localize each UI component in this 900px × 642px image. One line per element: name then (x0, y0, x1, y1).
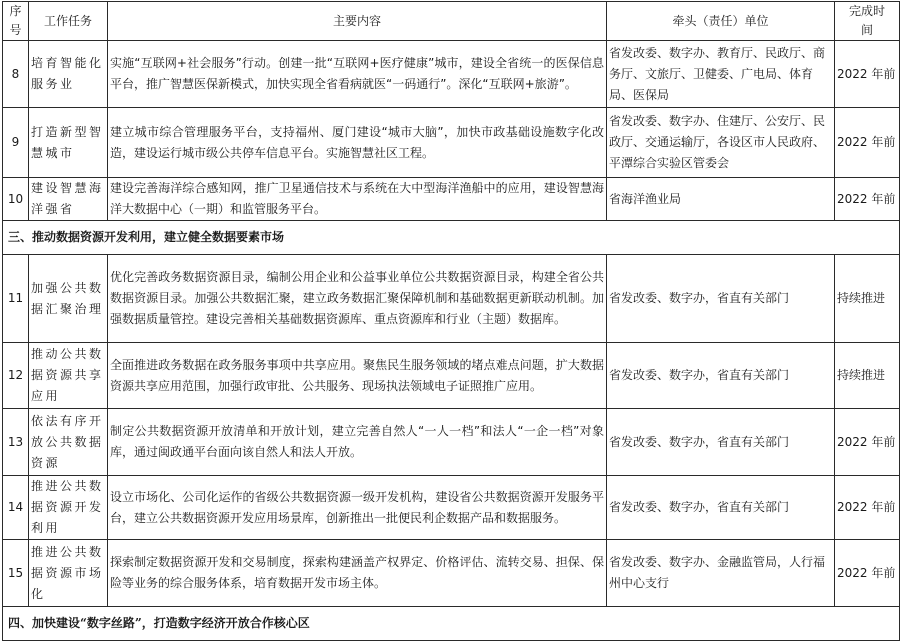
row-unit: 省发改委、数字办，省直有关部门 (607, 409, 835, 476)
row-time: 2022 年前 (835, 108, 900, 178)
header-unit: 牵头（责任）单位 (607, 2, 835, 41)
row-time: 2022 年前 (835, 409, 900, 476)
row-no: 12 (3, 343, 29, 409)
row-task: 推动公共数据资源共享应用 (29, 343, 108, 409)
table-header-row (3, 2, 900, 41)
row-time: 2022 年前 (835, 178, 900, 221)
task-table (2, 1, 900, 641)
row-task: 培育智能化服务业 (29, 41, 108, 108)
header-content: 主要内容 (108, 2, 607, 41)
table-row (3, 409, 900, 476)
row-unit: 省发改委、数字办，省直有关部门 (607, 476, 835, 540)
row-content: 建立城市综合管理服务平台，支持福州、厦门建设“城市大脑”，加快市政基础设施数字化改造，建设运行城市级公共停车信息平台。实施智慧社区工程。 (108, 108, 607, 178)
row-task: 建设智慧海洋强省 (29, 178, 108, 221)
row-time: 2022 年前 (835, 41, 900, 108)
row-unit: 省发改委、数字办、住建厅、公安厅、民政厅、交通运输厅，各设区市人民政府、平潭综合实验区管委会 (607, 108, 835, 178)
table-row (3, 108, 900, 178)
table-row (3, 343, 900, 409)
row-content: 建设完善海洋综合感知网，推广卫星通信技术与系统在大中型海洋渔船中的应用，建设智慧海洋大数据中心（一期）和监管服务平台。 (108, 178, 607, 221)
row-task: 推进公共数据资源市场化 (29, 540, 108, 607)
header-no: 序号 (3, 2, 29, 41)
row-unit: 省海洋渔业局 (607, 178, 835, 221)
row-no: 8 (3, 41, 29, 108)
row-content: 制定公共数据资源开放清单和开放计划，建立完善自然人“一人一档”和法人“一企一档”对象库，通过闽政通平台面向该自然人和法人开放。 (108, 409, 607, 476)
row-task: 依法有序开放公共数据资源 (29, 409, 108, 476)
table-row (3, 255, 900, 343)
section-heading-4: 四、加快建设“数字丝路”，打造数字经济开放合作核心区 (3, 607, 900, 641)
header-task: 工作任务 (29, 2, 108, 41)
row-time: 持续推进 (835, 255, 900, 343)
section-heading-3: 三、推动数据资源开发利用，建立健全数据要素市场 (3, 221, 900, 255)
table-row (3, 476, 900, 540)
table-row (3, 540, 900, 607)
table-row (3, 178, 900, 221)
row-time: 2022 年前 (835, 540, 900, 607)
row-no: 10 (3, 178, 29, 221)
row-task: 打造新型智慧城市 (29, 108, 108, 178)
row-time: 2022 年前 (835, 476, 900, 540)
row-unit: 省发改委、数字办，省直有关部门 (607, 343, 835, 409)
row-unit: 省发改委、数字办，省直有关部门 (607, 255, 835, 343)
row-content: 设立市场化、公司化运作的省级公共数据资源一级开发机构，建设省公共数据资源开发服务平台，建立公共数据资源开发应用场景库，创新推出一批便民利企数据产品和数据服务。 (108, 476, 607, 540)
row-content: 实施“互联网+社会服务”行动。创建一批“互联网+医疗健康”城市，建设全省统一的医保信息平台，推广智慧医保新模式，加快实现全省看病就医“一码通行”。深化“互联网+旅游”。 (108, 41, 607, 108)
table-row (3, 41, 900, 108)
section-heading-row (3, 221, 900, 255)
row-no: 9 (3, 108, 29, 178)
row-no: 13 (3, 409, 29, 476)
row-unit: 省发改委、数字办、教育厅、民政厅、商务厅、文旅厅、卫健委、广电局、体育局、医保局 (607, 41, 835, 108)
row-unit: 省发改委、数字办、金融监管局，人行福州中心支行 (607, 540, 835, 607)
row-task: 加强公共数据汇聚治理 (29, 255, 108, 343)
row-time: 持续推进 (835, 343, 900, 409)
row-no: 15 (3, 540, 29, 607)
row-no: 14 (3, 476, 29, 540)
row-no: 11 (3, 255, 29, 343)
row-content: 全面推进政务数据在政务服务事项中共享应用。聚焦民生服务领域的堵点难点问题，扩大数据资源共享应用范围，加强行政审批、公共服务、现场执法领域电子证照推广应用。 (108, 343, 607, 409)
section-heading-row (3, 607, 900, 641)
row-content: 探索制定数据资源开发和交易制度，探索构建涵盖产权界定、价格评估、流转交易、担保、保险等业务的综合服务体系，培育数据开发市场主体。 (108, 540, 607, 607)
row-task: 推进公共数据资源开发利用 (29, 476, 108, 540)
header-time: 完成时间 (835, 2, 900, 41)
row-content: 优化完善政务数据资源目录，编制公用企业和公益事业单位公共数据资源目录，构建全省公共数据资源目录。加强公共数据汇聚，建立政务数据汇聚保障机制和基础数据更新联动机制。加强数据质量管控。建设完善相关基础数据资源库、重点资源库和行业（主题）数据库。 (108, 255, 607, 343)
